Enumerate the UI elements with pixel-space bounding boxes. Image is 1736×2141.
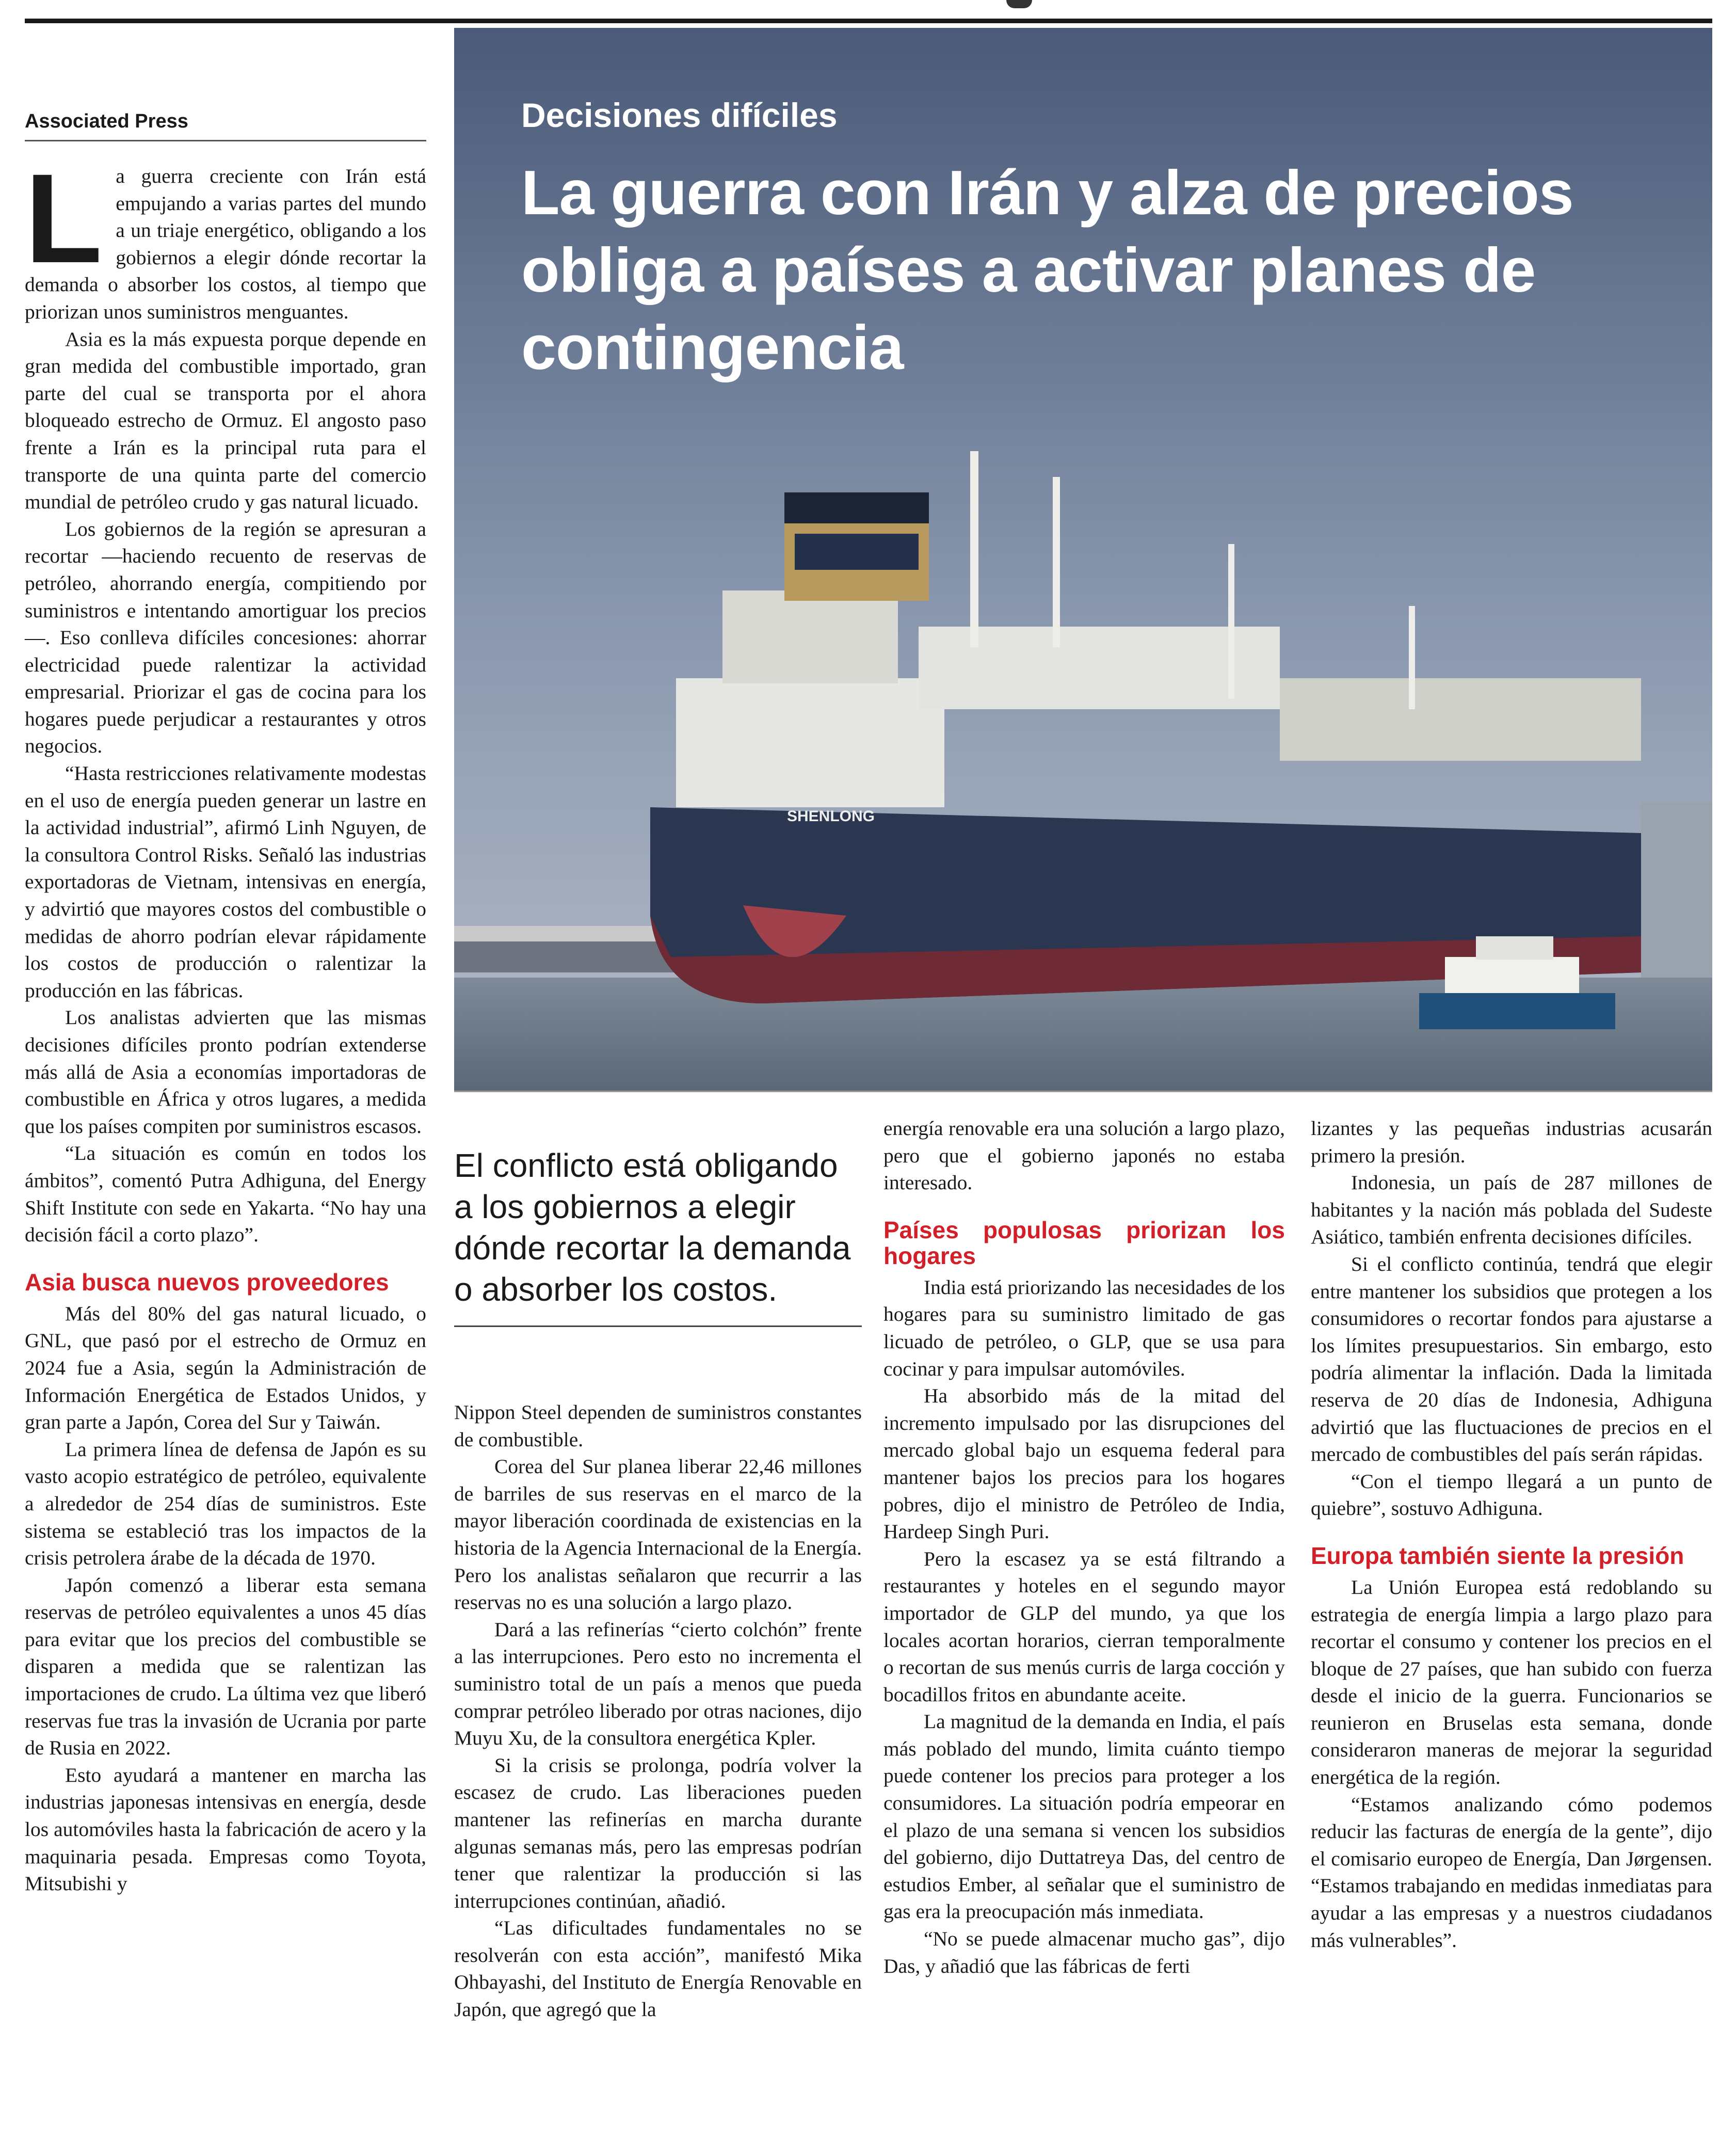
- ship-name-label: SHENLONG: [787, 808, 875, 825]
- paragraph: Ha absorbido más de la mitad del incremento impulsado por las disrupciones del mercado global bajo un esquema federal para mantener bajos los precios para los hogares pobres, dijo el ministro de Petróleo de India, Hardeep Singh Puri.: [883, 1384, 1285, 1543]
- paragraph: La Unión Europea está redoblando su estrategia de energía limpia a largo plazo para recortar el consumo y contener los precios en el bloque de 27 países, que han subido con fuerza desde el inicio de la guerra. Funcionarios se reunieron en Bruselas esta semana, donde consideraron maneras de mejorar la seguridad energética de la región.: [1311, 1575, 1712, 1789]
- subhead-europa: Europa también siente la presión: [1311, 1542, 1684, 1569]
- paragraph: Indonesia, un país de 287 millones de habitantes y la nación más poblada del Sudeste Asiático, también enfrenta decisiones difíciles.: [1311, 1171, 1712, 1249]
- paragraph: Más del 80% del gas natural licuado, o GNL, que pasó por el estrecho de Ormuz en 2024 fue a Asia, según la Administración de Información Energética de Estados Unidos, y gran parte a Japón, Corea del Sur y Taiwán.: [25, 1302, 426, 1434]
- paragraph-text: a guerra creciente con Irán está empujando a varias partes del mundo a un triaje energético, obligando a los gobiernos a elegir dónde recortar la demanda o absorber los costos, al tiempo que priorizan unos suministros menguantes.: [25, 165, 426, 323]
- paragraph: Asia es la más expuesta porque depende en gran medida del combustible importado, gran parte del cual se transporta por el ahora bloqueado estrecho de Ormuz. El angosto paso frente a Irán es la principal ruta para el transporte de una quinta parte del comercio mundial de petróleo crudo y gas natural licuado.: [25, 327, 426, 514]
- subhead-asia: Asia busca nuevos proveedores: [25, 1268, 389, 1296]
- kicker: Decisiones difíciles: [521, 96, 838, 134]
- paragraph: India está priorizando las necesidades de los hogares para su suministro limitado de gas licuado de petróleo, o GLP, que se usa para cocinar y para impulsar automóviles.: [883, 1275, 1285, 1380]
- paragraph: “Las dificultades fundamentales no se resolverán con esta acción”, manifestó Mika Ohbayashi, del Instituto de Energía Renovable en Japón, que agregó que la: [454, 1916, 862, 2021]
- paragraph: Si el conflicto continúa, tendrá que elegir entre mantener los subsidios que protegen a los consumidores o recortar fondos para ajustarse a los límites presupuestarios. Sin embargo, esto podría alimentar la inflación. Dada la limitada reserva de 20 días de Indonesia, Adhiguna advirtió que las fluctuaciones de precios en el mercado de combustibles del país serán rápidas.: [1311, 1252, 1712, 1466]
- paragraph: Si la crisis se prolonga, podría volver la escasez de crudo. Las liberaciones pueden mantener las refinerías en marcha durante algunas semanas más, pero las empresas podrían tener que ralentizar la producción si las interrupciones continúan, añadió.: [454, 1753, 862, 1912]
- paragraph: Los gobiernos de la región se apresuran a recortar —haciendo recuento de reservas de petróleo, ahorrando energía, compitiendo por suministros e intentando amortiguar los precios—. Eso conlleva difíciles concesiones: ahorrar electricidad puede ralentizar la actividad empresarial. Priorizar el gas de cocina para los hogares puede perjudicar a restaurantes y otros negocios.: [25, 517, 426, 758]
- top-tab-mark: [1006, 0, 1032, 8]
- paragraph: “Con el tiempo llegará a un punto de quiebre”, sostuvo Adhiguna.: [1311, 1469, 1712, 1520]
- drop-cap: L: [25, 148, 103, 290]
- subhead-paises: Países populosas priorizan los hogares: [883, 1216, 1285, 1269]
- photo-bottom-rule: [454, 1091, 1712, 1092]
- top-rule: [25, 19, 1712, 23]
- paragraph: “La situación es común en todos los ámbitos”, comentó Putra Adhiguna, del Energy Shift Institute con sede en Yakarta. “No hay una decisión fácil a corto plazo”.: [25, 1142, 426, 1247]
- paragraph: Japón comenzó a liberar esta semana reservas de petróleo equivalentes a unos 45 días para evitar que los precios del combustible se disparen a medida que se ralentizan las importaciones de crudo. La última vez que liberó reservas fue tras la invasión de Ucrania por parte de Rusia en 2022.: [25, 1573, 426, 1760]
- paragraph: Esto ayudará a mantener en marcha las industrias japonesas intensivas en energía, desde los automóviles hasta la fabricación de acero y la maquinaria pesada. Empresas como Toyota, Mitsubishi y: [25, 1763, 426, 1895]
- pull-quote: El conflicto está obligando a los gobiernos a elegir dónde recortar la demanda o absorber los costos.: [454, 1145, 862, 1327]
- paragraph: Dará a las refinerías “cierto colchón” frente a las interrupciones. Pero esto no incrementa el suministro total de un país a menos que pueda comprar petróleo liberado por otras naciones, dijo Muyu Xu, de la consultora energética Kpler.: [454, 1618, 862, 1750]
- paragraph: “Estamos analizando cómo podemos reducir las facturas de energía de la gente”, dijo el comisario europeo de Energía, Dan Jørgensen. “Estamos trabajando en medidas inmediatas para ayudar a las empresas y a nuestros ciudadanos más vulnerables”.: [1311, 1793, 1712, 1952]
- article-column-4: [1311, 1115, 1712, 1954]
- paragraph: Nippon Steel dependen de suministros constantes de combustible.: [454, 1401, 862, 1451]
- paragraph: energía renovable era una solución a largo plazo, pero que el gobierno japonés no estaba interesado.: [883, 1117, 1285, 1194]
- paragraph: lizantes y las pequeñas industrias acusarán primero la presión.: [1311, 1117, 1712, 1167]
- paragraph: La magnitud de la demanda en India, el país más poblado del mundo, limita cuánto tiempo puede contener los precios para proteger a los consumidores. La situación podría empeorar en el plazo de una semana si vencen los subsidios del gobierno, dijo Duttatreya Das, del centro de estudios Ember, al señalar que el suministro de gas era la preocupación más inmediata.: [883, 1710, 1285, 1923]
- byline: Associated Press: [25, 110, 426, 141]
- paragraph: “Hasta restricciones relativamente modestas en el uso de energía pueden generar un lastre en la actividad industrial”, afirmó Linh Nguyen, de la consultora Control Risks. Señaló las industrias exportadoras de Vietnam, intensivas en energía, y advirtió que mayores costos del combustible o medidas de ahorro podrían elevar rápidamente los costos de producción o ralentizar la producción en las fábricas.: [25, 762, 426, 1002]
- paragraph: Pero la escasez ya se está filtrando a restaurantes y hoteles en el segundo mayor importador de GLP del mundo, ya que los locales acortan horarios, cierran temporalmente o recortan de sus menús curris de larga cocción y bocadillos fritos en abundante aceite.: [883, 1547, 1285, 1706]
- paragraph: Corea del Sur planea liberar 22,46 millones de barriles de sus reservas en el marco de la mayor liberación coordinada de existencias en la historia de la Agencia Internacional de la Energía. Pero los analistas señalaron que recurrir a las reservas no es una solución a largo plazo.: [454, 1455, 862, 1614]
- article-column-1: [25, 148, 426, 1897]
- paragraph: La primera línea de defensa de Japón es su vasto acopio estratégico de petróleo, equivalente a alrededor de 254 días de suministros. Este sistema se estableció tras los impactos de la crisis petrolera árabe de la década de 1970.: [25, 1437, 426, 1570]
- lead-paragraph: [25, 148, 426, 326]
- article-column-2: [454, 1399, 862, 2023]
- paragraph: “No se puede almacenar mucho gas”, dijo Das, y añadió que las fábricas de ferti: [883, 1927, 1285, 1977]
- article-column-3: [883, 1115, 1285, 1979]
- paragraph: Los analistas advierten que las mismas decisiones difíciles pronto podrían extenderse más allá de Asia a economías importadoras de combustible en África y otros lugares, a medida que los países compiten por suministros escasos.: [25, 1006, 426, 1138]
- headline: La guerra con Irán y alza de precios obliga a países a activar planes de contingencia: [521, 157, 1573, 382]
